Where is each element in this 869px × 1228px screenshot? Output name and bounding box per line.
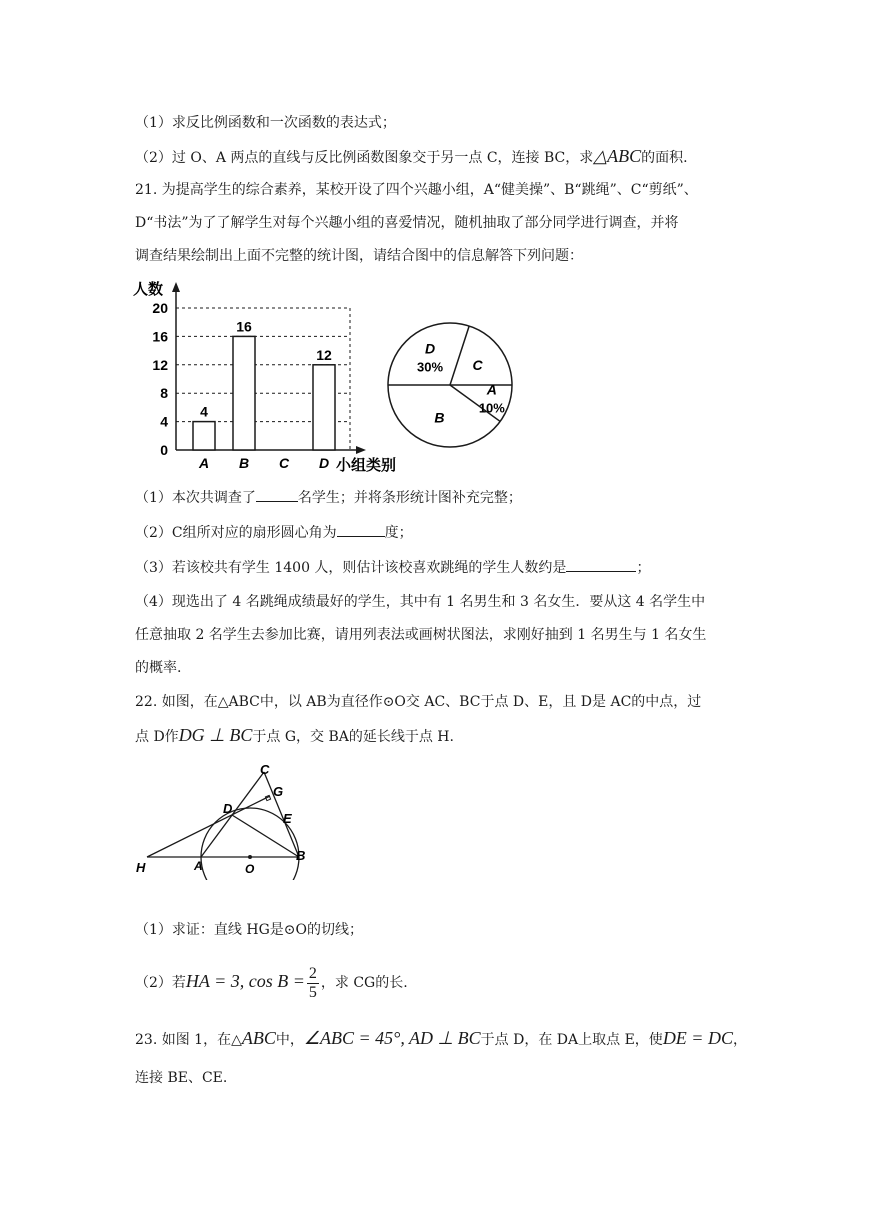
q20-part2-end: 的面积.	[641, 150, 688, 166]
q21-sub4-line2: 任意抽取 2 名学生去参加比赛，请用列表法或画树状图法，求刚好抽到 1 名男生与 1 名女生	[135, 627, 707, 643]
fraction-denominator: 5	[308, 983, 317, 1001]
bar-category-label: A	[198, 455, 210, 471]
q22-sub1: （1）求证：直线 HG是⊙O的切线；	[135, 922, 363, 938]
q23-line1	[135, 1028, 747, 1050]
bar-ytick-label: 8	[160, 385, 168, 402]
bar-ytick-label: 16	[152, 328, 168, 345]
label-a: A	[194, 859, 203, 873]
q21-sub4-line1: （4）现选出了 4 名跳绳成绩最好的学生，其中有 1 名男生和 3 名女生．要从这 4 名学生中	[135, 594, 706, 610]
pie-slice-label: D	[424, 340, 436, 357]
q21-line3: 调查结果绘制出上面不完整的统计图，请结合图中的信息解答下列问题：	[135, 248, 583, 264]
q22-line2-text: 点 D作	[135, 729, 179, 745]
q22-line2-end: 于点 G，交 BA的延长线于点 H.	[252, 729, 454, 745]
pie-slice-label: C	[472, 357, 483, 374]
q21-sub2-end: 度；	[384, 525, 413, 541]
q21-sub1-text: （1）本次共调查了	[135, 490, 256, 506]
q21-line1: 21. 为提高学生的综合素养，某校开设了四个兴趣小组，A“健美操”、B“跳绳”、C“剪纸”、	[135, 182, 698, 198]
bar-value-label: 12	[316, 346, 332, 363]
label-h: H	[136, 860, 146, 875]
label-o: O	[245, 862, 255, 876]
bar-value-label: 4	[200, 403, 208, 420]
answer-blank-2[interactable]	[337, 522, 385, 537]
bar-chart-xlabel: 小组类别	[336, 457, 397, 474]
right-angle-mark	[265, 795, 270, 800]
q21-sub1-end: 名学生；并将条形统计图补充完整；	[297, 490, 522, 506]
label-c: C	[260, 762, 270, 777]
q21-sub1	[135, 487, 522, 508]
q23-line1-end: ，	[732, 1032, 747, 1048]
label-g: G	[273, 784, 284, 799]
q23-line1-mid2: 于点 D，在 DA上取点 E，使	[480, 1032, 663, 1048]
bar-category-label: B	[238, 455, 250, 471]
q22-line2	[135, 725, 454, 747]
bar-A	[193, 422, 215, 450]
q23-line1-text: 23. 如图 1，在△	[135, 1032, 242, 1048]
q23-line2: 连接 BE、CE.	[135, 1070, 228, 1086]
pie-chart	[380, 315, 520, 455]
bar-ytick-label: 4	[160, 413, 168, 430]
q23-angle-formula: ∠ABC = 45°, AD ⊥ BC	[303, 1028, 481, 1048]
label-d: D	[223, 801, 233, 816]
q21-sub3-text: （3）若该校共有学生 1400 人，则估计该校喜欢跳绳的学生人数约是	[135, 560, 567, 576]
q23-equal-formula: DE = DC	[662, 1028, 733, 1048]
center-point	[248, 855, 252, 859]
q22-line1: 22. 如图，在△ABC中，以 AB为直径作⊙O交 AC、BC于点 D、E，且 D是 AC的中点，过	[135, 694, 702, 710]
bar-ytick-label: 0	[160, 442, 168, 458]
bar-category-label: C	[278, 455, 290, 471]
fraction-two-fifths	[307, 965, 319, 1002]
q22-sub2	[135, 961, 408, 1003]
q22-perp-formula: DG ⊥ BC	[178, 725, 253, 745]
q22-sub2-text: （2）若	[135, 975, 186, 991]
q21-sub2	[135, 522, 413, 543]
bar-category-label: D	[318, 455, 330, 471]
pie-slice-label: B	[434, 409, 445, 426]
geometry-figure	[132, 760, 322, 880]
answer-blank-3[interactable]	[566, 557, 636, 572]
bar-B	[233, 336, 255, 450]
bar-chart-ylabel: 人数	[133, 281, 164, 298]
q21-sub2-text: （2）C组所对应的扇形圆心角为	[135, 525, 337, 541]
fraction-numerator: 2	[308, 964, 317, 982]
bar-ytick-label: 12	[152, 356, 168, 373]
q22-sub2-end: ，求 CG的长.	[320, 975, 408, 991]
q21-sub3	[135, 557, 650, 578]
pie-slice-boundary	[450, 326, 469, 385]
answer-blank-1[interactable]	[256, 487, 298, 502]
q21-sub3-end: ；	[636, 560, 651, 576]
label-e: E	[283, 811, 292, 826]
q20-part2-text: （2）过 O、A 两点的直线与反比例函数图象交于另一点 C，连接 BC，求	[135, 150, 594, 166]
bar-ytick-label: 20	[152, 300, 168, 316]
q22-sub2-formula: HA = 3, cos B =	[185, 971, 305, 991]
q21-line2: D“书法”为了了解学生对每个兴趣小组的喜爱情况，随机抽取了部分同学进行调查，并将	[135, 215, 679, 231]
q20-triangle: △ABC	[593, 146, 642, 166]
pie-slice-label: A	[486, 381, 497, 398]
q20-part2	[135, 146, 688, 168]
q23-triangle: ABC	[241, 1028, 276, 1048]
bar-value-label: 16	[236, 318, 252, 335]
pie-percent-label: 10%	[478, 400, 505, 416]
label-b: B	[296, 848, 306, 863]
q20-part1: （1）求反比例函数和一次函数的表达式；	[135, 115, 396, 131]
q23-line1-mid: 中，	[275, 1032, 304, 1048]
pie-percent-label: 30%	[416, 359, 444, 375]
q21-sub4-line3: 的概率.	[135, 660, 182, 676]
bar-D	[313, 365, 335, 450]
